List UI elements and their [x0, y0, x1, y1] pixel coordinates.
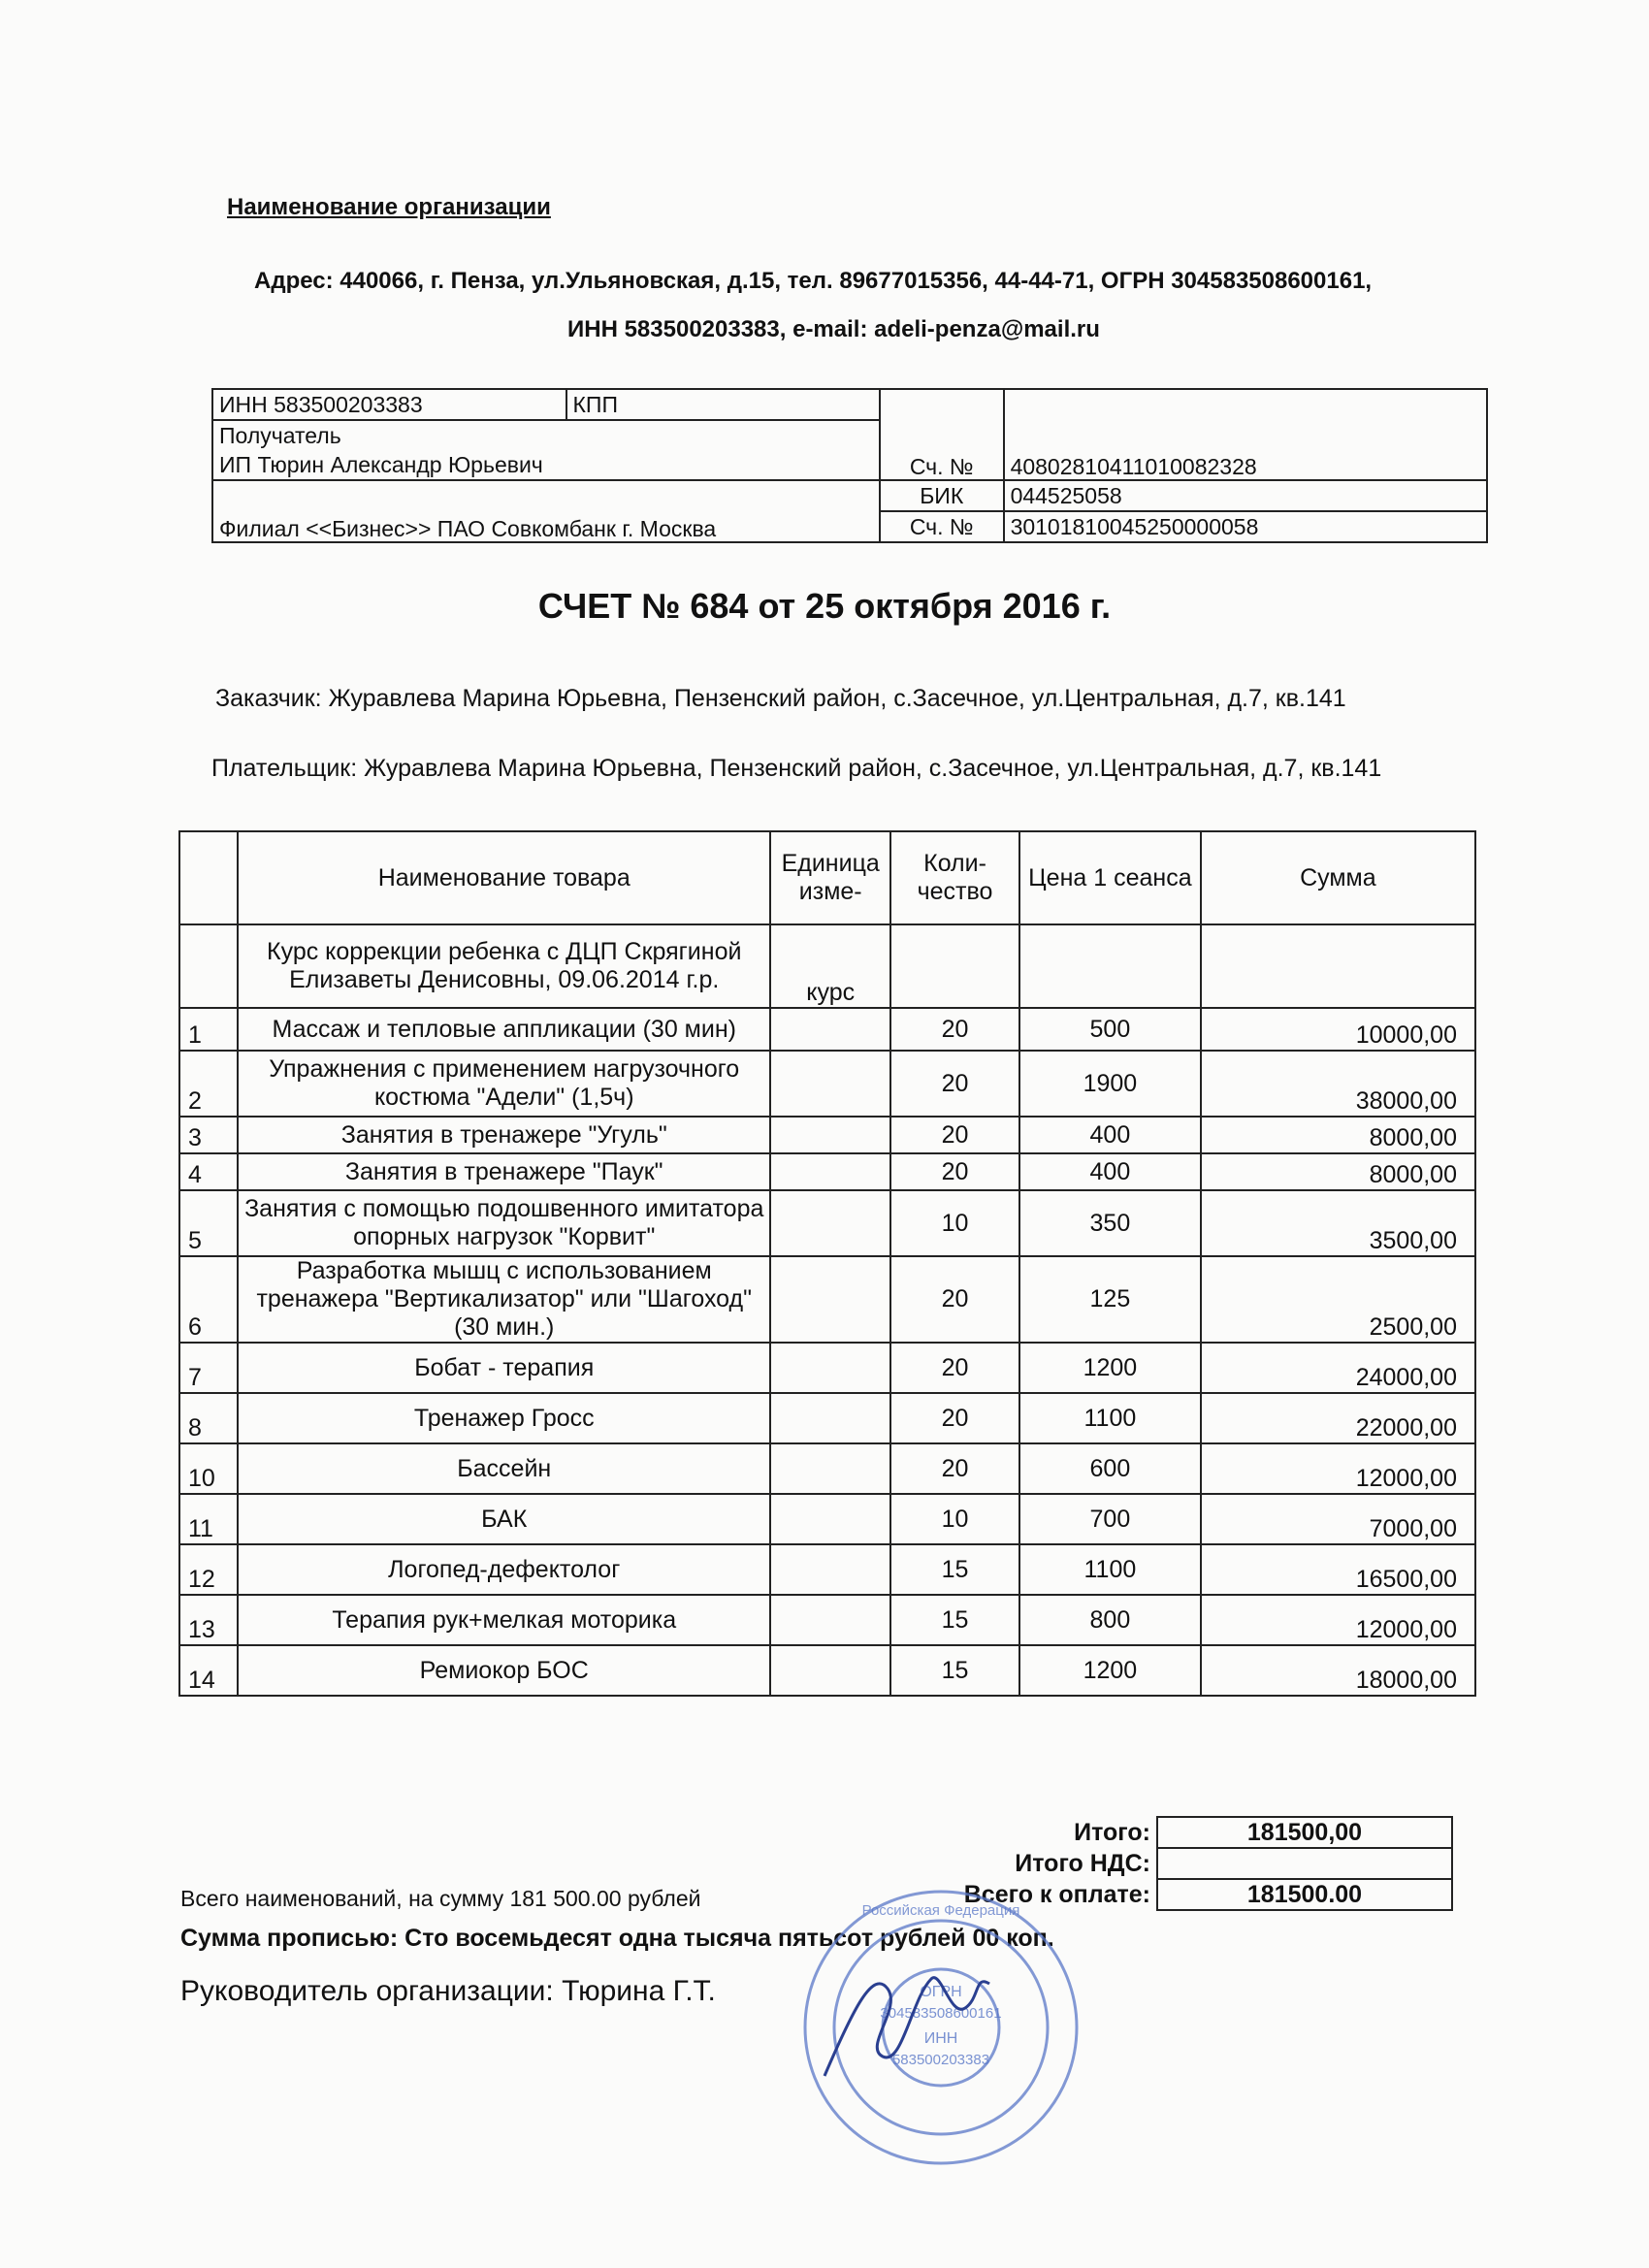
acct-number: 40802810411010082328 — [1004, 420, 1487, 480]
row-unit — [770, 1256, 890, 1343]
goods-table — [178, 830, 1476, 1697]
row-qty: 20 — [890, 1051, 1019, 1117]
header-qty: Коли-чество — [890, 831, 1019, 924]
bik-value: 044525058 — [1004, 480, 1487, 511]
row-number: 4 — [179, 1153, 238, 1190]
recipient-label: Получатель — [212, 420, 880, 450]
bik-label: БИК — [880, 480, 1004, 511]
stamp-inn-label: ИНН — [923, 2030, 958, 2047]
row-price: 600 — [1019, 1443, 1201, 1494]
row-qty: 20 — [890, 1393, 1019, 1443]
table-row — [179, 1595, 1475, 1645]
row-qty: 20 — [890, 1153, 1019, 1190]
stamp-inn: 583500203383 — [891, 2052, 990, 2068]
payer-line: Плательщик: Журавлева Марина Юрьевна, Пензенский район, с.Засечное, ул.Центральная, д.7, кв.141 — [211, 755, 1382, 782]
row-name: Разработка мышц с использованием тренажера "Вертикализатор" или "Шагоход" (30 мин.) — [238, 1256, 770, 1343]
address-line-1: Адрес: 440066, г. Пенза, ул.Ульяновская, д.15, тел. 89677015356, 44-44-71, ОГРН 304583508600161, — [254, 268, 1373, 294]
row-name: Занятия с помощью подошвенного имитатора опорных нагрузок "Корвит" — [238, 1190, 770, 1256]
row-name: Упражнения с применением нагрузочного костюма "Адели" (1,5ч) — [238, 1051, 770, 1117]
stamp-ogrn-label: ОГРН — [920, 1984, 962, 2000]
row-sum: 12000,00 — [1201, 1595, 1475, 1645]
row-unit — [770, 1494, 890, 1544]
row-qty: 20 — [890, 1443, 1019, 1494]
customer-line: Заказчик: Журавлева Марина Юрьевна, Пензенский район, с.Засечное, ул.Центральная, д.7, кв.141 — [215, 685, 1346, 712]
row-unit — [770, 1343, 890, 1393]
row-number: 11 — [179, 1494, 238, 1544]
course-unit: курс — [770, 924, 890, 1008]
table-row — [179, 1153, 1475, 1190]
row-qty: 20 — [890, 1256, 1019, 1343]
row-sum: 2500,00 — [1201, 1256, 1475, 1343]
row-name: Занятия в тренажере "Паук" — [238, 1153, 770, 1190]
recipient-name: ИП Тюрин Александр Юрьевич — [212, 450, 880, 480]
table-row — [179, 1494, 1475, 1544]
row-unit — [770, 1117, 890, 1153]
row-name: Занятия в тренажере "Угуль" — [238, 1117, 770, 1153]
pay-label: Всего к оплате: — [963, 1881, 1150, 1908]
row-number: 7 — [179, 1343, 238, 1393]
row-unit — [770, 1190, 890, 1256]
row-price: 500 — [1019, 1008, 1201, 1051]
seal-stamp — [795, 1882, 1086, 2173]
org-name: Наименование организации — [227, 194, 551, 220]
itogo-value: 181500,00 — [1157, 1817, 1452, 1848]
row-sum: 22000,00 — [1201, 1393, 1475, 1443]
row-unit — [770, 1393, 890, 1443]
row-price: 700 — [1019, 1494, 1201, 1544]
bank-name: Филиал <<Бизнес>> ПАО Совкомбанк г. Москва — [212, 480, 880, 542]
row-number: 6 — [179, 1256, 238, 1343]
count-line: Всего наименований, на сумму 181 500.00 рублей — [180, 1886, 701, 1911]
row-sum: 38000,00 — [1201, 1051, 1475, 1117]
table-row — [179, 1008, 1475, 1051]
row-sum: 8000,00 — [1201, 1153, 1475, 1190]
row-number: 14 — [179, 1645, 238, 1696]
header-unit: Единица изме- — [770, 831, 890, 924]
row-name: Бассейн — [238, 1443, 770, 1494]
itogo-label: Итого: — [1074, 1819, 1150, 1846]
row-price: 125 — [1019, 1256, 1201, 1343]
row-name: Бобат - терапия — [238, 1343, 770, 1393]
table-row — [179, 1544, 1475, 1595]
table-row — [179, 1645, 1475, 1696]
row-sum: 3500,00 — [1201, 1190, 1475, 1256]
row-qty: 10 — [890, 1190, 1019, 1256]
row-price: 350 — [1019, 1190, 1201, 1256]
kpp-cell: КПП — [566, 389, 880, 420]
row-qty: 10 — [890, 1494, 1019, 1544]
row-name: Терапия рук+мелкая моторика — [238, 1595, 770, 1645]
row-sum: 7000,00 — [1201, 1494, 1475, 1544]
row-sum: 10000,00 — [1201, 1008, 1475, 1051]
row-number: 10 — [179, 1443, 238, 1494]
row-unit — [770, 1595, 890, 1645]
table-row — [179, 1393, 1475, 1443]
row-sum: 8000,00 — [1201, 1117, 1475, 1153]
row-price: 1200 — [1019, 1343, 1201, 1393]
header-sum: Сумма — [1201, 831, 1475, 924]
table-row — [179, 1117, 1475, 1153]
row-qty: 20 — [890, 1343, 1019, 1393]
row-sum: 24000,00 — [1201, 1343, 1475, 1393]
row-number: 5 — [179, 1190, 238, 1256]
row-number: 3 — [179, 1117, 238, 1153]
row-number: 2 — [179, 1051, 238, 1117]
invoice-title: СЧЕТ № 684 от 25 октября 2016 г. — [537, 586, 1112, 626]
row-unit — [770, 1544, 890, 1595]
stamp-outer-text: Российская Федерация — [861, 1902, 1020, 1919]
row-name: Логопед-дефектолог — [238, 1544, 770, 1595]
acct-label: Сч. № — [880, 420, 1004, 480]
head-of-org: Руководитель организации: Тюрина Г.Т. — [180, 1975, 716, 2007]
header-price: Цена 1 сеанса — [1019, 831, 1201, 924]
table-row — [179, 1343, 1475, 1393]
row-qty: 15 — [890, 1544, 1019, 1595]
row-unit — [770, 1443, 890, 1494]
pay-value: 181500.00 — [1157, 1879, 1452, 1910]
row-name: БАК — [238, 1494, 770, 1544]
row-number: 13 — [179, 1595, 238, 1645]
row-unit — [770, 1008, 890, 1051]
inn-cell: ИНН 583500203383 — [212, 389, 566, 420]
row-qty: 20 — [890, 1117, 1019, 1153]
bank-requisites-table — [211, 388, 1488, 543]
table-row — [179, 1256, 1475, 1343]
row-unit — [770, 1153, 890, 1190]
corr-label: Сч. № — [880, 511, 1004, 542]
row-price: 400 — [1019, 1117, 1201, 1153]
row-number: 8 — [179, 1393, 238, 1443]
row-price: 1100 — [1019, 1393, 1201, 1443]
stamp-ogrn: 304583508600161 — [880, 2005, 1002, 2022]
row-name: Ремиокор БОС — [238, 1645, 770, 1696]
corr-account: 30101810045250000058 — [1004, 511, 1487, 542]
row-unit — [770, 1645, 890, 1696]
row-price: 1900 — [1019, 1051, 1201, 1117]
row-price: 1200 — [1019, 1645, 1201, 1696]
header-name: Наименование товара — [238, 831, 770, 924]
course-name: Курс коррекции ребенка с ДЦП Скрягиной Елизаветы Денисовны, 09.06.2014 г.р. — [238, 924, 770, 1008]
nds-value — [1157, 1848, 1452, 1879]
nds-label: Итого НДС: — [1015, 1850, 1150, 1877]
table-row — [179, 1443, 1475, 1494]
amount-in-words: Сумма прописью: Сто восемьдесят одна тысяча пятьсот рублей 00 коп. — [180, 1925, 1054, 1952]
row-sum: 16500,00 — [1201, 1544, 1475, 1595]
table-row — [179, 1190, 1475, 1256]
row-sum: 18000,00 — [1201, 1645, 1475, 1696]
row-number: 12 — [179, 1544, 238, 1595]
row-number: 1 — [179, 1008, 238, 1051]
row-qty: 20 — [890, 1008, 1019, 1051]
row-price: 800 — [1019, 1595, 1201, 1645]
row-sum: 12000,00 — [1201, 1443, 1475, 1494]
row-qty: 15 — [890, 1595, 1019, 1645]
table-row — [179, 1051, 1475, 1117]
row-qty: 15 — [890, 1645, 1019, 1696]
row-name: Тренажер Гросс — [238, 1393, 770, 1443]
row-price: 1100 — [1019, 1544, 1201, 1595]
row-name: Массаж и тепловые аппликации (30 мин) — [238, 1008, 770, 1051]
row-price: 400 — [1019, 1153, 1201, 1190]
row-unit — [770, 1051, 890, 1117]
address-line-2: ИНН 583500203383, e-mail: adeli-penza@mail.ru — [567, 316, 1100, 342]
